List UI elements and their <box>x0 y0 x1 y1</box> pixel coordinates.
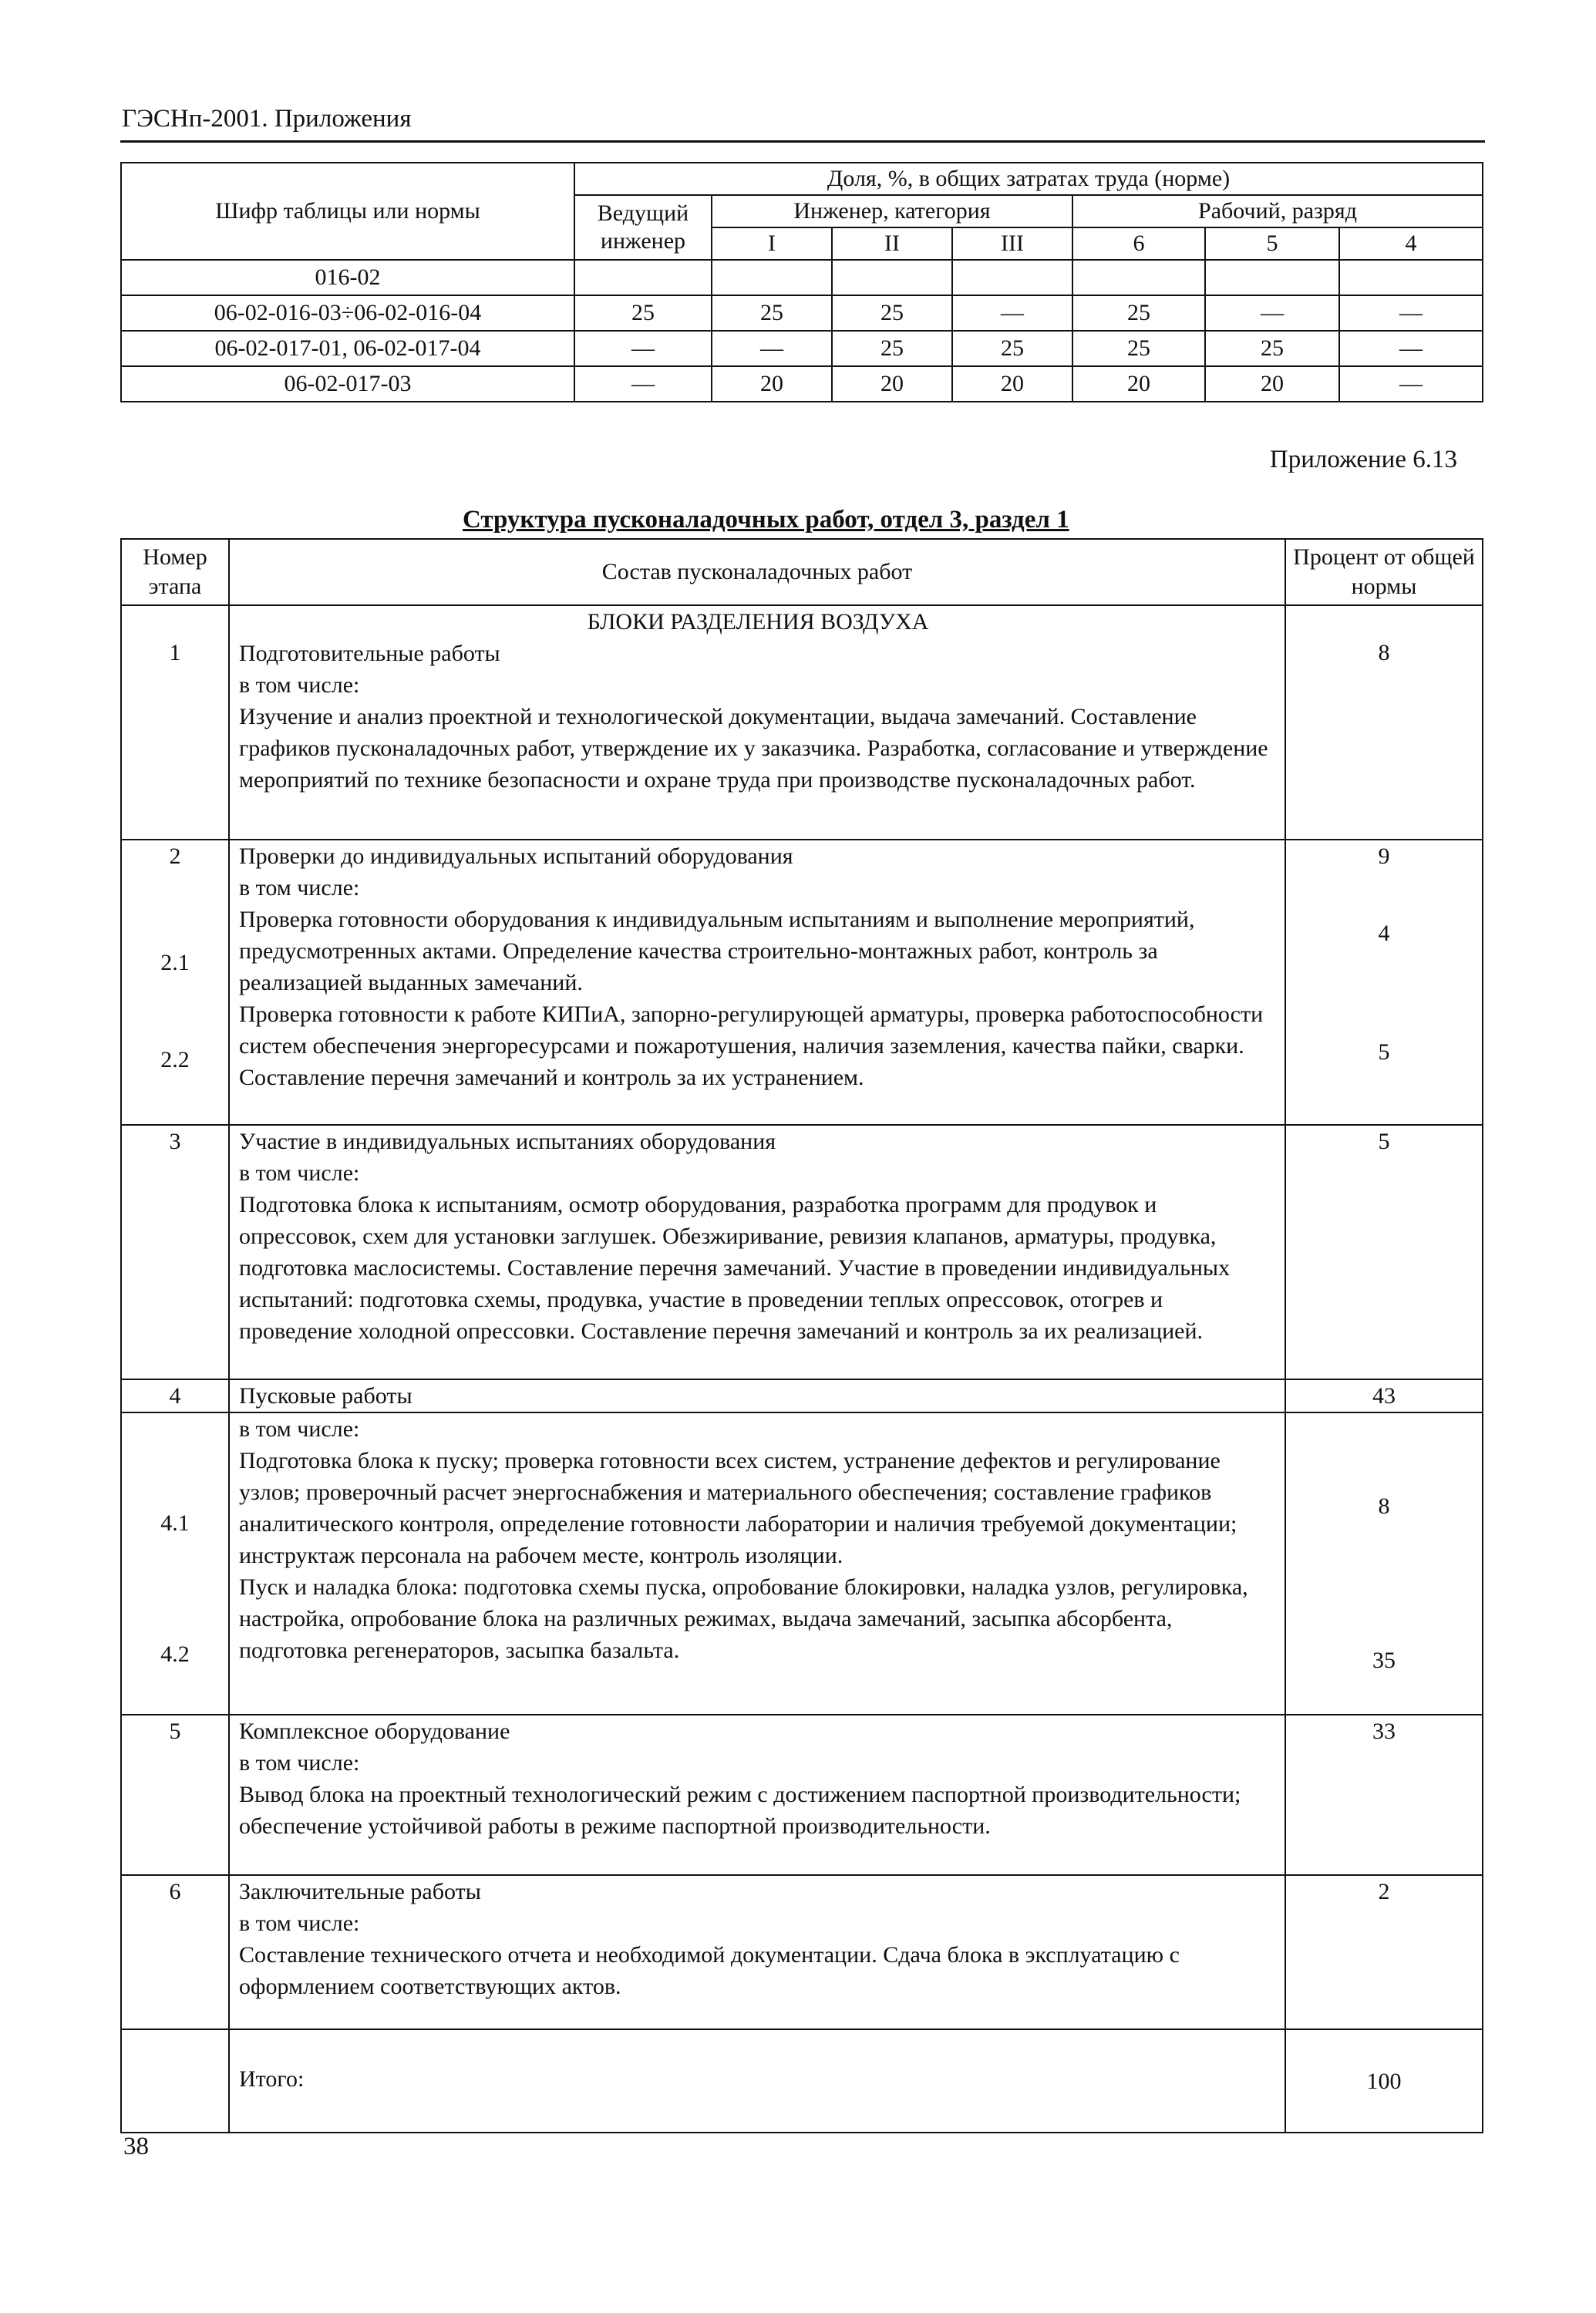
header-composition: Состав пусконаладочных работ <box>229 539 1285 605</box>
stage-percent: 43 <box>1285 1379 1483 1412</box>
commissioning-structure-table <box>120 538 1483 2133</box>
section-title: БЛОКИ РАЗДЕЛЕНИЯ ВОЗДУХА <box>587 609 929 635</box>
row-code: 016-02 <box>121 260 574 295</box>
substage-percent: 35 <box>1372 1648 1396 1673</box>
including-label: в том числе: <box>239 1416 360 1442</box>
header-lead-engineer: Ведущий инженер <box>574 195 712 260</box>
running-header: ГЭСНп-2001. Приложения <box>122 105 412 133</box>
cell-value <box>952 260 1072 295</box>
page-number: 38 <box>123 2133 149 2160</box>
header-engineer-category: Инженер, категория <box>712 195 1072 227</box>
stage-number: 4 <box>121 1379 229 1412</box>
substage-description: Пуск и наладка блока: подготовка схемы пуска, опробование блокировки, наладка узлов, регулировка, настройка, опробование блока на различных режимах, выдача замечаний, засыпка абсорбента, подготовка регенераторов, засыпка базальта. <box>239 1574 1248 1663</box>
header-worker-grade: Рабочий, разряд <box>1072 195 1483 227</box>
total-row <box>121 2029 1483 2133</box>
stage-row <box>121 1412 1483 1715</box>
cell-value: 25 <box>832 331 952 366</box>
substage-description: Проверка готовности оборудования к индивидуальным испытаниям и выполнение мероприятий, предусмотренных актами. Определение качества строительно-монтажных работ, контроль за реализацией выданных замечаний. <box>239 907 1195 995</box>
stage-title: Проверки до индивидуальных испытаний оборудования <box>239 843 793 869</box>
total-empty-cell <box>121 2029 229 2133</box>
header-sub-col: 6 <box>1072 227 1205 260</box>
including-label: в том числе: <box>239 672 360 698</box>
stage-title: Заключительные работы <box>239 1879 481 1904</box>
substage-percent: 4 <box>1378 921 1390 946</box>
cell-value: — <box>1339 366 1483 402</box>
stage-row <box>121 1715 1483 1875</box>
substage-description: Проверка готовности к работе КИПиА, запорно-регулирующей арматуры, проверка работоспособности систем обеспечения энергоресурсами и пожаротушения, наличия заземления, качества пайки, сварки. Составление перечня замечаний и контроль за их устранением. <box>239 1002 1264 1090</box>
cell-value: — <box>712 331 832 366</box>
stage-number: 6 <box>121 1875 229 2029</box>
cell-value: — <box>952 295 1072 331</box>
stage-number: 1 <box>121 605 229 840</box>
substage-number: 2.2 <box>160 1047 190 1072</box>
header-share-group: Доля, %, в общих затратах труда (норме) <box>574 163 1483 195</box>
total-label: Итого: <box>229 2029 1285 2133</box>
cell-value: 25 <box>1205 331 1339 366</box>
cell-value: 25 <box>712 295 832 331</box>
cell-value <box>1205 260 1339 295</box>
table-caption: Структура пусконаладочных работ, отдел 3, раздел 1 <box>463 506 1069 534</box>
cell-value: — <box>1339 331 1483 366</box>
stage-percent: 5 <box>1285 1125 1483 1379</box>
stage-number: 5 <box>121 1715 229 1875</box>
total-value: 100 <box>1285 2029 1483 2133</box>
cell-value <box>1072 260 1205 295</box>
row-code: 06-02-017-03 <box>121 366 574 402</box>
cell-value <box>832 260 952 295</box>
stage-percent: 8 <box>1285 605 1483 840</box>
including-label: в том числе: <box>239 1750 360 1776</box>
including-label: в том числе: <box>239 875 360 901</box>
stage-title: Подготовительные работы <box>239 641 500 666</box>
cell-value: 20 <box>712 366 832 402</box>
substage-description: Подготовка блока к пуску; проверка готовности всех систем, устранение дефектов и регулирование узлов; проверочный расчет энергоснабжения и материального обеспечения; составление графиков аналитического контроля, определение готовности лаборатории и наличия требуемой документации; инструктаж персонала на рабочем месте, контроль изоляции. <box>239 1448 1237 1568</box>
substage-percent: 8 <box>1378 1493 1390 1519</box>
header-code: Шифр таблицы или нормы <box>121 163 574 260</box>
row-code: 06-02-017-01, 06-02-017-04 <box>121 331 574 366</box>
stage-title: Пусковые работы <box>229 1379 1285 1412</box>
cell-value <box>1339 260 1483 295</box>
cell-value: 25 <box>832 295 952 331</box>
header-sub-col: II <box>832 227 952 260</box>
including-label: в том числе: <box>239 1160 360 1186</box>
cell-value: 25 <box>952 331 1072 366</box>
cell-value <box>712 260 832 295</box>
stage-description: Составление технического отчета и необходимой документации. Сдача блока в эксплуатацию с оформлением соответствующих актов. <box>239 1942 1180 1999</box>
substage-number: 2.1 <box>160 950 190 975</box>
table-row <box>121 331 1483 366</box>
cell-value: 20 <box>952 366 1072 402</box>
substage-number: 4.2 <box>160 1641 190 1667</box>
cell-value: 20 <box>1072 366 1205 402</box>
header-rule <box>120 140 1485 143</box>
cell-value: — <box>574 366 712 402</box>
header-sub-col: III <box>952 227 1072 260</box>
substage-percent: 5 <box>1378 1039 1390 1065</box>
header-stage-number: Номер этапа <box>121 539 229 605</box>
cell-value: — <box>574 331 712 366</box>
stage-description: Вывод блока на проектный технологический режим с достижением паспортной производительности; обеспечение устойчивой работы в режиме паспортной производительности. <box>239 1782 1241 1839</box>
stage-row <box>121 1125 1483 1379</box>
cell-value: — <box>1205 295 1339 331</box>
stage-description: Подготовка блока к испытаниям, осмотр оборудования, разработка программ для продувок и опрессовок, схем для установки заглушек. Обезжиривание, ревизия клапанов, арматуры, продувка, подготовка маслосистемы. Составление перечня замечаний. Участие в проведении индивидуальных испытаний: подготовка схемы, продувка, участие в проведении теплых опрессовок, отогрев и проведение холодной опрессовки. Составление перечня замечаний и контроль за их реализацией. <box>239 1192 1231 1344</box>
including-label: в том числе: <box>239 1911 360 1936</box>
header-sub-col: I <box>712 227 832 260</box>
header-sub-col: 4 <box>1339 227 1483 260</box>
stage-title: Участие в индивидуальных испытаниях оборудования <box>239 1129 776 1154</box>
row-code: 06-02-016-03÷06-02-016-04 <box>121 295 574 331</box>
substage-number: 4.1 <box>160 1510 190 1536</box>
cell-value: 20 <box>1205 366 1339 402</box>
table-row <box>121 366 1483 402</box>
stage-number: 3 <box>121 1125 229 1379</box>
stage-row <box>121 1875 1483 2029</box>
cell-value: 25 <box>1072 295 1205 331</box>
cell-value: 25 <box>574 295 712 331</box>
cell-value: 25 <box>1072 331 1205 366</box>
header-percent: Процент от общей нормы <box>1285 539 1483 605</box>
stage-row <box>121 605 1483 840</box>
labor-share-table <box>120 162 1483 402</box>
stage-percent: 2 <box>1285 1875 1483 2029</box>
appendix-label: Приложение 6.13 <box>1269 446 1457 473</box>
cell-value <box>574 260 712 295</box>
table-row <box>121 260 1483 295</box>
stage-percent: 9 <box>1378 843 1390 869</box>
stage-title: Комплексное оборудование <box>239 1719 510 1744</box>
header-sub-col: 5 <box>1205 227 1339 260</box>
stage-percent: 33 <box>1285 1715 1483 1875</box>
cell-value: — <box>1339 295 1483 331</box>
stage-number: 2 <box>169 843 181 869</box>
stage-description: Изучение и анализ проектной и технологической документации, выдача замечаний. Составление графиков пусконаладочных работ, утверждение их у заказчика. Разработка, согласование и утверждение мероприятий по технике безопасности и охране труда при производстве пусконаладочных работ. <box>239 704 1268 793</box>
table-row <box>121 295 1483 331</box>
cell-value: 20 <box>832 366 952 402</box>
stage-row <box>121 840 1483 1125</box>
stage-row <box>121 1379 1483 1412</box>
